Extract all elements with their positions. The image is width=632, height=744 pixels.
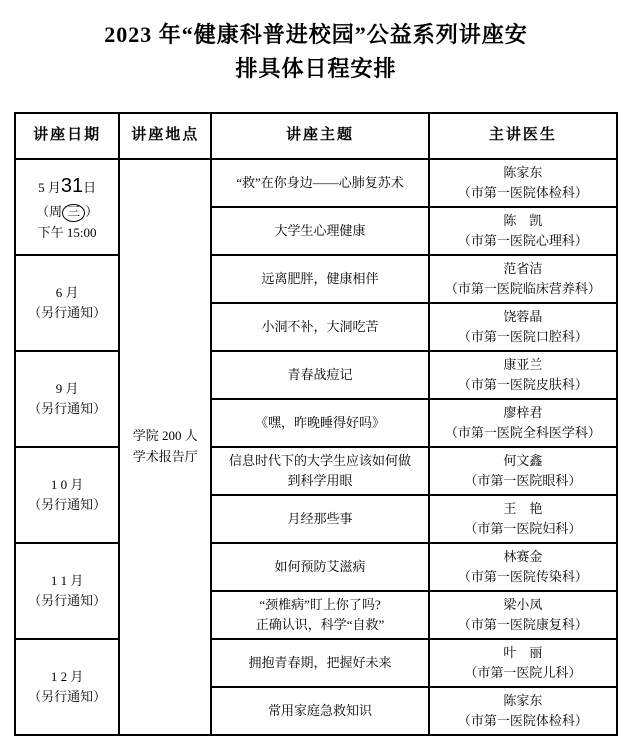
topic-cell: 拥抱青春期，把握好未来 [211, 639, 429, 687]
date-line: 5 月31日 [38, 175, 97, 198]
doctor-cell: 叶 丽 （市第一医院儿科） [429, 639, 617, 687]
doctor-cell: 陈家东 （市第一医院体检科） [429, 687, 617, 735]
date-cell-november: 1 1 月 （另行通知） [15, 543, 119, 639]
doctor-cell: 饶蓉晶 （市第一医院口腔科） [429, 303, 617, 351]
date-cell-september: 9 月 （另行通知） [15, 351, 119, 447]
location-line-2: 学术报告厅 [132, 449, 198, 464]
table-row [15, 255, 617, 303]
lecture-schedule-table [14, 112, 618, 736]
doctor-cell: 陈 凯 （市第一医院心理科） [429, 207, 617, 255]
topic-cell: “救”在你身边——心肺复苏术 [211, 159, 429, 207]
topic-cell: 青春战痘记 [211, 351, 429, 399]
topic-cell: 常用家庭急救知识 [211, 687, 429, 735]
header-cell-doctor: 主讲医生 [429, 113, 617, 159]
topic-cell: 如何预防艾滋病 [211, 543, 429, 591]
doctor-cell: 何文鑫 （市第一医院眼科） [429, 447, 617, 495]
table-header-row [15, 113, 617, 159]
circled-weekday: 三 [62, 204, 85, 222]
doctor-cell: 林赛金 （市第一医院传染科） [429, 543, 617, 591]
time-line: 下午 15:00 [37, 224, 97, 240]
doctor-cell: 梁小凤 （市第一医院康复科） [429, 591, 617, 639]
header-cell-location: 讲座地点 [119, 113, 211, 159]
page-title-line-2: 排具体日程安排 [235, 56, 397, 81]
date-day-number: 31 [60, 175, 84, 198]
topic-cell: “颈椎病”盯上你了吗? 正确认识，科学“自救” [211, 591, 429, 639]
doctor-cell: 王 艳 （市第一医院妇科） [429, 495, 617, 543]
doctor-cell: 范省洁 （市第一医院临床营养科） [429, 255, 617, 303]
doctor-cell: 康亚兰 （市第一医院皮肤科） [429, 351, 617, 399]
table-row [15, 639, 617, 687]
table-row [15, 159, 617, 207]
topic-cell: 月经那些事 [211, 495, 429, 543]
topic-cell: 远离肥胖，健康相伴 [211, 255, 429, 303]
doctor-cell: 廖梓君 （市第一医院全科医学科） [429, 399, 617, 447]
topic-cell: 《嘿，昨晚睡得好吗》 [211, 399, 429, 447]
table-row [15, 351, 617, 399]
page-title-line-1: 2023 年“健康科普进校园”公益系列讲座安 [104, 22, 528, 47]
table-row [15, 543, 617, 591]
date-cell-october: 1 0 月 （另行通知） [15, 447, 119, 543]
date-cell-june: 6 月 （另行通知） [15, 255, 119, 351]
header-cell-date: 讲座日期 [15, 113, 119, 159]
page-title [0, 0, 632, 86]
location-cell [119, 159, 211, 735]
table-row [15, 447, 617, 495]
topic-cell: 大学生心理健康 [211, 207, 429, 255]
topic-cell: 信息时代下的大学生应该如何做 到科学用眼 [211, 447, 429, 495]
date-cell-may31 [15, 159, 119, 255]
doctor-cell: 陈家东 （市第一医院体检科） [429, 159, 617, 207]
topic-cell: 小洞不补，大洞吃苦 [211, 303, 429, 351]
weekday-line: （周 三 ） [20, 202, 114, 222]
date-cell-december: 1 2 月 （另行通知） [15, 639, 119, 735]
location-line-1: 学院 200 人 [132, 428, 198, 444]
header-cell-topic: 讲座主题 [211, 113, 429, 159]
